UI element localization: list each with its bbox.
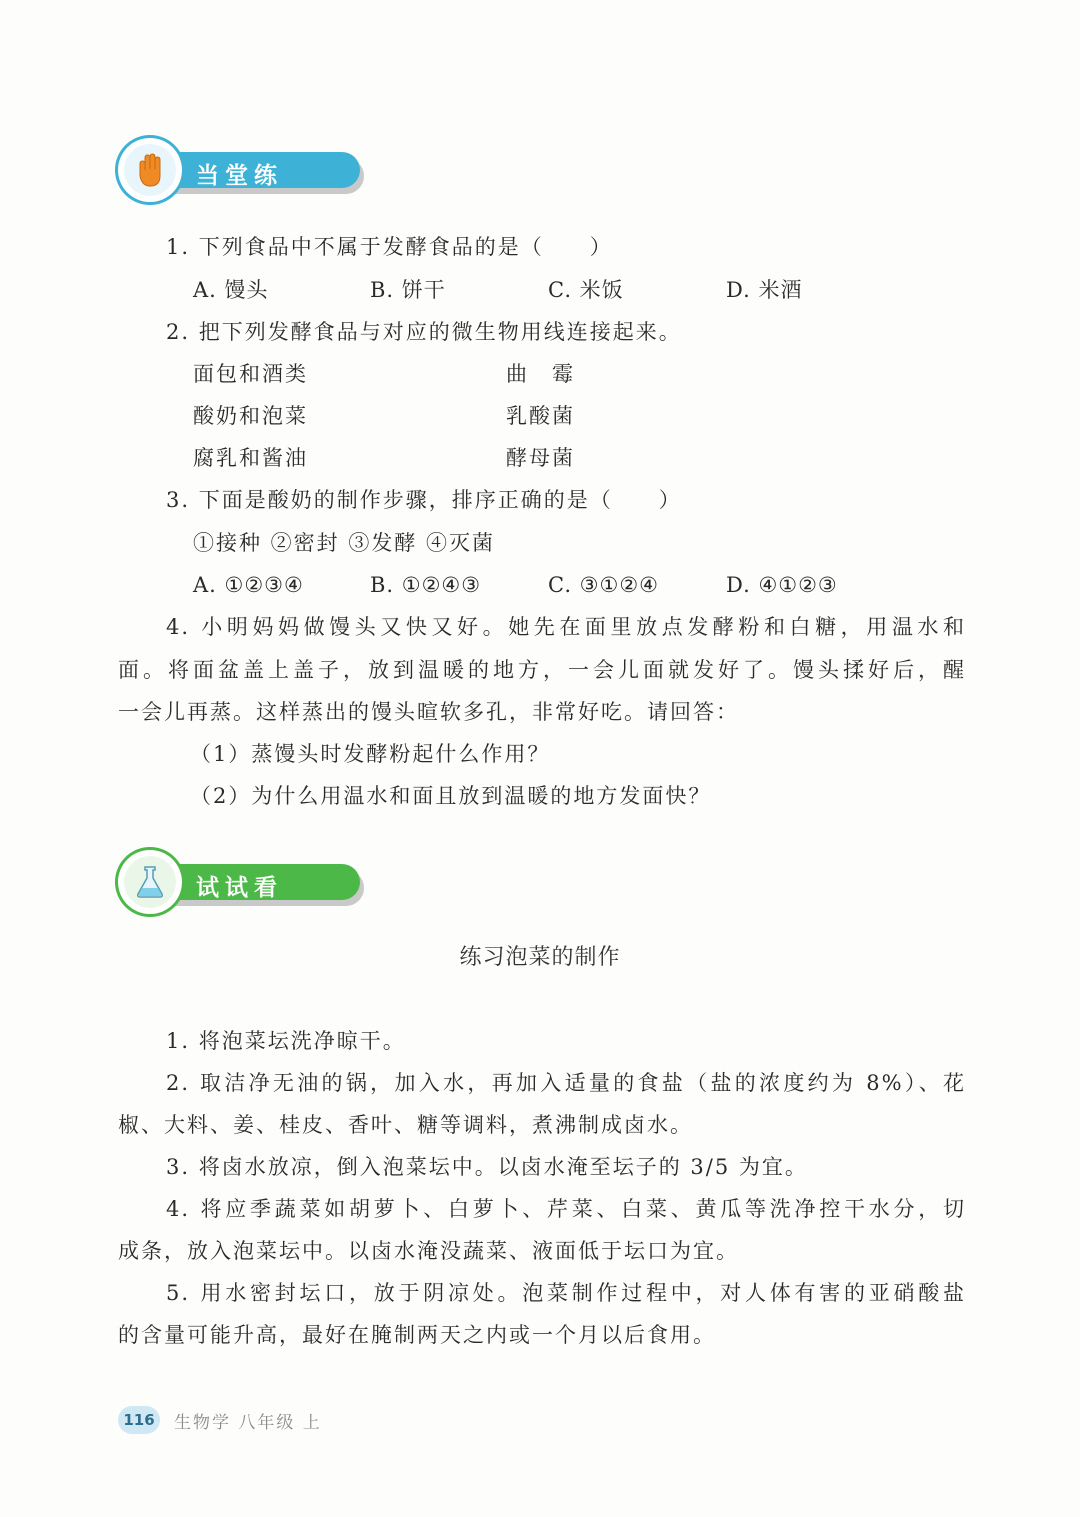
step-5-line-1: 5. 用水密封坛口，放于阴凉处。泡菜制作过程中，对人体有害的亚硝酸盐	[166, 1281, 966, 1305]
q2-food-1: 面包和酒类	[193, 362, 308, 386]
question-4-line-3: 一会儿再蒸。这样蒸出的馒头暄软多孔，非常好吃。请回答：	[118, 700, 739, 724]
step-2-line-2: 椒、大料、姜、桂皮、香叶、糖等调料，煮沸制成卤水。	[118, 1113, 693, 1137]
question-4-sub-2: （2）为什么用温水和面且放到温暖的地方发面快？	[190, 784, 712, 808]
q2-microbe-3: 酵母菌	[506, 446, 575, 470]
q2-food-3: 腐乳和酱油	[193, 446, 308, 470]
question-4-line-1: 4. 小明妈妈做馒头又快又好。她先在面里放点发酵粉和白糖，用温水和	[166, 615, 966, 639]
step-1: 1. 将泡菜坛洗净晾干。	[166, 1029, 406, 1053]
section-banner-dangtanglian	[118, 138, 368, 204]
q2-food-2: 酸奶和泡菜	[193, 404, 308, 428]
section-title: 当堂练	[196, 163, 283, 189]
page-number: 116	[118, 1406, 160, 1434]
q1-option-c: C. 米饭	[548, 278, 624, 302]
q1-option-a: A. 馒头	[193, 278, 269, 302]
q3-option-c: C. ③①②④	[548, 573, 659, 597]
step-2-line-1: 2. 取洁净无油的锅，加入水，再加入适量的食盐（盐的浓度约为 8%）、花	[166, 1071, 966, 1095]
q3-option-a: A. ①②③④	[193, 573, 304, 597]
question-2: 2. 把下列发酵食品与对应的微生物用线连接起来。	[166, 320, 682, 344]
question-4-line-2: 面。将面盆盖上盖子，放到温暖的地方，一会儿面就发好了。馒头揉好后，醒	[118, 658, 966, 682]
activity-subtitle: 练习泡菜的制作	[459, 945, 621, 970]
step-4-line-2: 成条，放入泡菜坛中。以卤水淹没蔬菜、液面低于坛口为宜。	[118, 1239, 739, 1263]
question-3: 3. 下面是酸奶的制作步骤，排序正确的是（ ）	[166, 488, 682, 512]
q3-option-b: B. ①②④③	[370, 573, 482, 597]
q3-option-d: D. ④①②③	[726, 573, 838, 597]
q2-microbe-1: 曲 霉	[506, 362, 575, 386]
step-3: 3. 将卤水放凉，倒入泡菜坛中。以卤水淹至坛子的 3/5 为宜。	[166, 1155, 808, 1179]
step-4-line-1: 4. 将应季蔬菜如胡萝卜、白萝卜、芹菜、白菜、黄瓜等洗净控干水分，切	[166, 1197, 966, 1221]
q1-option-b: B. 饼干	[370, 278, 446, 302]
q1-option-d: D. 米酒	[726, 278, 803, 302]
section-banner-shishikan	[118, 850, 368, 916]
step-5-line-2: 的含量可能升高，最好在腌制两天之内或一个月以后食用。	[118, 1323, 716, 1347]
hand-icon	[124, 144, 176, 196]
flask-icon	[124, 856, 176, 908]
q2-microbe-2: 乳酸菌	[506, 404, 575, 428]
section-title: 试试看	[196, 875, 283, 901]
question-4-sub-1: （1）蒸馒头时发酵粉起什么作用？	[190, 742, 551, 766]
q3-steps: ①接种 ②密封 ③发酵 ④灭菌	[193, 531, 496, 555]
book-title: 生物学 八年级 上	[174, 1413, 322, 1433]
question-1: 1. 下列食品中不属于发酵食品的是（ ）	[166, 235, 613, 259]
